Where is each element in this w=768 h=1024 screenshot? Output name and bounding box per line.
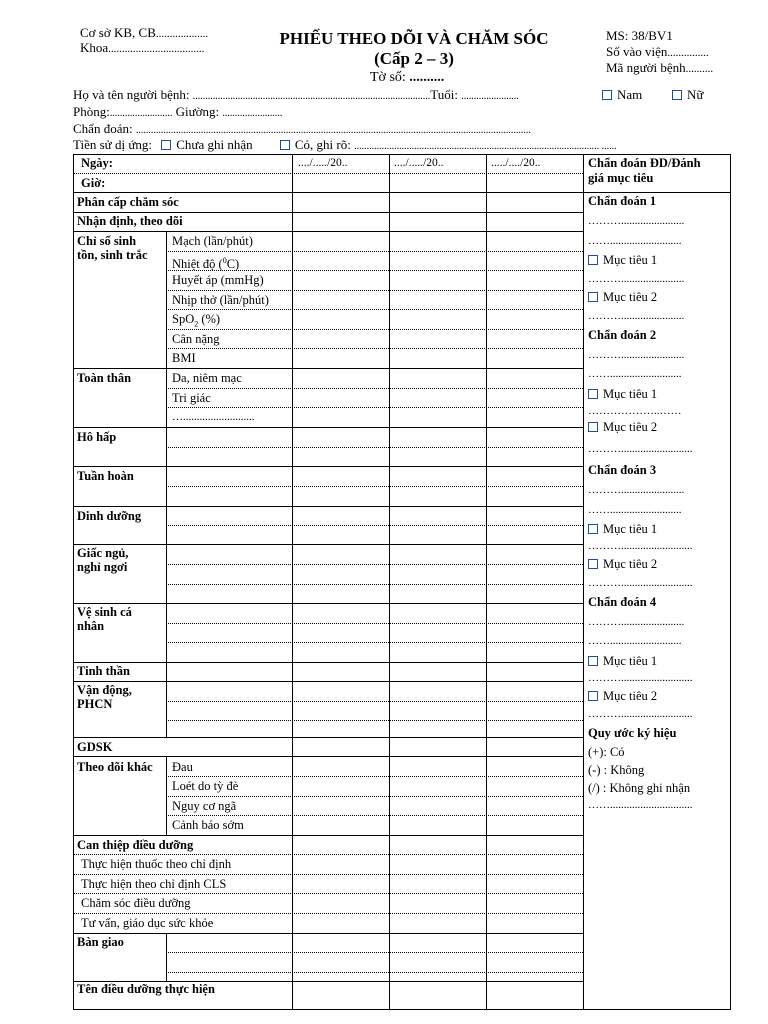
mobility-label-2: PHCN <box>77 697 113 711</box>
legend-dots[interactable]: …….............................. <box>588 799 693 811</box>
allergy-yes-checkbox[interactable] <box>280 140 290 150</box>
age-dots[interactable]: ....................... <box>461 91 519 102</box>
row-separator <box>74 368 583 369</box>
diagnosis-1-line-2[interactable]: …….......................... <box>588 235 682 247</box>
row-separator <box>74 173 583 174</box>
row-separator <box>74 212 583 213</box>
diagnosis-dots[interactable]: .............................................................................................................................................................. <box>135 125 531 136</box>
goal-checkbox[interactable] <box>588 691 598 701</box>
row-separator <box>74 544 583 545</box>
vital-temperature <box>172 253 239 272</box>
row-separator <box>166 796 583 797</box>
diagnosis-2-line-2[interactable]: …….......................... <box>588 368 682 380</box>
goal-label: Mục tiêu 2 <box>603 557 658 571</box>
diagnosis-3-line-3[interactable]: ……….......................... <box>588 540 693 552</box>
row-separator <box>166 486 583 487</box>
patient-code-line <box>606 60 713 76</box>
facility-dots[interactable]: ................... <box>155 28 209 40</box>
diagnosis-1-line-3[interactable]: ………....................... <box>588 273 685 285</box>
sex-male-option[interactable] <box>602 87 642 103</box>
sidebar-header-1: Chẩn đoán ĐD/Đánh <box>588 156 701 170</box>
other-pain: Đau <box>172 760 193 774</box>
male-checkbox[interactable] <box>602 90 612 100</box>
department-label: Khoa <box>80 40 109 55</box>
row-separator <box>74 835 583 836</box>
diagnosis-1-line-1[interactable]: ………....................... <box>588 215 685 227</box>
row-separator <box>166 972 583 973</box>
row-separator <box>74 192 583 193</box>
row-separator <box>74 427 583 428</box>
row-separator <box>166 251 583 252</box>
date-label: Ngày: <box>81 156 113 170</box>
diagnosis-3-goal-1[interactable] <box>588 522 657 537</box>
diagnosis-3-line-4[interactable]: ……….......................... <box>588 577 693 589</box>
female-label: Nữ <box>687 87 704 102</box>
row-separator <box>166 525 583 526</box>
goal-checkbox[interactable] <box>588 559 598 569</box>
sheet-dots[interactable]: .......... <box>409 70 445 85</box>
sidebar-header-separator <box>583 192 730 193</box>
allergy-none-label: Chưa ghi nhận <box>176 137 253 152</box>
diagnosis-2-goal-1[interactable] <box>588 387 657 402</box>
date-col-1[interactable]: ..../...../20.. <box>298 157 348 169</box>
bed-dots[interactable]: ........................ <box>222 108 283 119</box>
diagnosis-2-line-4[interactable]: ……….......................... <box>588 443 693 455</box>
hygiene-label-2: nhân <box>77 619 105 633</box>
row-separator <box>166 642 583 643</box>
department-dots[interactable]: ................................... <box>108 43 205 55</box>
assessment-label: Nhận định, theo dõi <box>77 214 183 228</box>
diagnosis-4-line-1[interactable]: ………....................... <box>588 616 685 628</box>
row-separator <box>74 466 583 467</box>
diagnosis-4-line-4[interactable]: ……….......................... <box>588 708 693 720</box>
row-separator <box>166 564 583 565</box>
care-level-label: Phân cấp chăm sóc <box>77 195 179 209</box>
diagnosis-1-title: Chẩn đoán 1 <box>588 194 657 208</box>
goal-checkbox[interactable] <box>588 524 598 534</box>
row-separator <box>166 776 583 777</box>
row-separator <box>166 309 583 310</box>
goal-checkbox[interactable] <box>588 255 598 265</box>
date-col-2[interactable]: ..../...../20.. <box>394 157 444 169</box>
other-fall-risk: Nguy cơ ngã <box>172 799 237 813</box>
goal-label: Mục tiêu 1 <box>603 253 658 267</box>
legend-no: (-) : Không <box>588 763 645 777</box>
temp-sup: 0 <box>222 256 227 265</box>
row-separator <box>74 506 583 507</box>
row-separator <box>74 662 583 663</box>
admission-label: Số vào viện <box>606 44 668 59</box>
diagnosis-3-title: Chẩn đoán 3 <box>588 463 657 477</box>
temp-unit: C) <box>226 257 240 272</box>
row-separator <box>166 407 583 408</box>
label-subcol-divider-handover <box>166 933 167 981</box>
row-separator <box>74 681 583 682</box>
goal-checkbox[interactable] <box>588 656 598 666</box>
sheet-label: Tờ số: <box>370 70 406 85</box>
department-line <box>80 40 204 56</box>
vital-spo2 <box>172 312 220 332</box>
form-code: MS: 38/BV1 <box>606 28 673 43</box>
vital-bmi: BMI <box>172 351 196 365</box>
intervention-education: Tư vấn, giáo dục sức khỏe <box>81 916 214 930</box>
handover-label: Bàn giao <box>77 935 124 949</box>
diagnosis-2-goal-2[interactable] <box>588 420 657 435</box>
goal-label: Mục tiêu 2 <box>603 290 658 304</box>
respiratory-label: Hô hấp <box>77 430 117 444</box>
other-early-warning: Cảnh báo sớm <box>172 818 244 832</box>
diagnosis-1-goal-1[interactable] <box>588 253 657 268</box>
patient-name-line <box>73 87 519 103</box>
col-divider-4 <box>583 155 584 1009</box>
row-separator <box>166 447 583 448</box>
nutrition-label: Dinh dưỡng <box>77 509 142 523</box>
patient-name-dots[interactable]: ............................................................................................... <box>192 91 431 102</box>
row-separator <box>166 952 583 953</box>
goal-label: Mục tiêu 2 <box>603 420 658 434</box>
row-separator <box>74 737 583 738</box>
general-skin: Da, niêm mạc <box>172 371 242 385</box>
interventions-label: Can thiệp điều dưỡng <box>77 838 194 852</box>
date-col-3[interactable]: ...../..../20.. <box>491 157 541 169</box>
legend-yes: (+): Có <box>588 745 625 759</box>
circulation-label: Tuần hoàn <box>77 469 134 483</box>
legend-not-recorded: (/) : Không ghi nhận <box>588 781 691 795</box>
form-title: PHIẾU THEO DÕI VÀ CHĂM SÓC <box>279 29 549 48</box>
admission-dots[interactable]: ............... <box>667 47 709 59</box>
patient-name-label: Họ và tên người bệnh: <box>73 87 190 102</box>
diagnosis-4-title: Chẩn đoán 4 <box>588 595 657 609</box>
room-dots[interactable]: ......................... <box>109 108 173 119</box>
row-separator <box>166 701 583 702</box>
intervention-nursing-care: Chăm sóc điều dưỡng <box>81 896 191 910</box>
allergy-line <box>73 137 617 153</box>
goal-checkbox[interactable] <box>588 422 598 432</box>
diagnosis-2-line-1[interactable]: ………....................... <box>588 349 685 361</box>
nurse-name-label: Tên điều dưỡng thực hiện <box>77 982 215 996</box>
row-separator <box>74 854 583 855</box>
col-divider-2 <box>389 155 390 1009</box>
col-divider-1 <box>292 155 293 1009</box>
diagnosis-label: Chẩn đoán: <box>73 121 133 136</box>
row-separator <box>74 913 583 914</box>
hygiene-label-1: Vệ sinh cá <box>77 605 132 619</box>
vitals-label-2: tồn, sinh trắc <box>77 248 148 262</box>
row-separator <box>74 874 583 875</box>
diagnosis-2-line-3[interactable]: ………………..…… <box>588 405 682 417</box>
vital-weight: Cân nặng <box>172 332 220 346</box>
temp-label: Nhiệt độ ( <box>172 257 223 272</box>
diagnosis-3-line-2[interactable]: …….......................... <box>588 504 682 516</box>
general-consciousness: Tri giác <box>172 391 211 405</box>
goal-label: Mục tiêu 1 <box>603 522 658 536</box>
row-separator <box>166 584 583 585</box>
row-separator <box>74 756 583 757</box>
facility-line <box>80 25 208 41</box>
col-divider-3 <box>486 155 487 1009</box>
legend-title: Quy ước ký hiệu <box>588 726 677 740</box>
sidebar-header-2: giá mục tiêu <box>588 171 654 185</box>
mental-label: Tinh thần <box>77 664 130 678</box>
diagnosis-line <box>73 121 531 137</box>
spo2-sub: 2 <box>194 319 199 329</box>
goal-label: Mục tiêu 2 <box>603 689 658 703</box>
bed-label: Giường: <box>175 104 220 119</box>
row-separator <box>166 623 583 624</box>
diagnosis-4-goal-1[interactable] <box>588 654 657 669</box>
mobility-label-1: Vận động, <box>77 683 132 697</box>
goal-checkbox[interactable] <box>588 389 598 399</box>
general-other[interactable]: ….......................... <box>172 411 255 423</box>
row-separator <box>166 348 583 349</box>
diagnosis-1-goal-2[interactable] <box>588 290 657 305</box>
patient-code-dots[interactable]: .......... <box>685 63 714 75</box>
female-checkbox[interactable] <box>672 90 682 100</box>
goal-checkbox[interactable] <box>588 292 598 302</box>
form-subtitle: (Cấp 2 – 3) <box>374 49 454 68</box>
row-separator <box>166 290 583 291</box>
row-separator <box>166 720 583 721</box>
facility-label: Cơ sở KB, CB <box>80 25 156 40</box>
goal-label: Mục tiêu 1 <box>603 654 658 668</box>
room-label: Phòng: <box>73 104 110 119</box>
sleep-label-2: nghỉ ngơi <box>77 560 128 574</box>
intervention-medication: Thực hiện thuốc theo chỉ định <box>81 857 232 871</box>
spo2-unit: (%) <box>198 312 221 326</box>
diagnosis-4-line-3[interactable]: ……….......................... <box>588 672 693 684</box>
diagnosis-4-goal-2[interactable] <box>588 689 657 704</box>
row-separator <box>74 933 583 934</box>
health-ed-label: GDSK <box>77 740 113 754</box>
sex-female-option[interactable] <box>672 87 703 103</box>
diagnosis-4-line-2[interactable]: …….......................... <box>588 635 682 647</box>
patient-code-label: Mã người bệnh <box>606 60 686 75</box>
vital-pulse: Mạch (lần/phút) <box>172 234 253 248</box>
allergy-dots[interactable]: .................................................................................................. ...... <box>354 141 617 152</box>
diagnosis-3-line-1[interactable]: ………....................... <box>588 484 685 496</box>
row-separator <box>74 603 583 604</box>
time-label: Giờ: <box>81 176 106 190</box>
diagnosis-3-goal-2[interactable] <box>588 557 657 572</box>
male-label: Nam <box>617 87 643 102</box>
row-separator <box>74 893 583 894</box>
diagnosis-2-title: Chẩn đoán 2 <box>588 328 657 342</box>
row-separator <box>166 388 583 389</box>
row-separator <box>166 815 583 816</box>
general-label: Toàn thân <box>77 371 132 385</box>
allergy-none-checkbox[interactable] <box>161 140 171 150</box>
monitoring-table <box>73 154 731 1010</box>
row-separator <box>74 231 583 232</box>
sheet-number <box>370 70 444 86</box>
other-monitoring-label: Theo dõi khác <box>77 760 153 774</box>
intervention-cls: Thực hiện theo chỉ định CLS <box>81 877 227 891</box>
allergy-label: Tiền sử dị ứng: <box>73 137 152 152</box>
age-label: Tuổi: <box>430 87 458 102</box>
vitals-label-1: Chỉ số sinh <box>77 234 137 248</box>
room-bed-line <box>73 104 282 120</box>
row-separator <box>166 329 583 330</box>
goal-label: Mục tiêu 1 <box>603 387 658 401</box>
vital-blood-pressure: Huyết áp (mmHg) <box>172 273 264 287</box>
other-pressure-ulcer: Loét do tỳ đè <box>172 779 239 793</box>
sleep-label-1: Giấc ngủ, <box>77 546 129 560</box>
vital-resp-rate: Nhịp thở (lần/phút) <box>172 293 269 307</box>
diagnosis-1-line-4[interactable]: ………....................... <box>588 310 685 322</box>
allergy-yes-label: Có, ghi rõ: <box>294 137 351 152</box>
admission-line <box>606 44 709 60</box>
spo2-label: SpO <box>172 312 195 326</box>
